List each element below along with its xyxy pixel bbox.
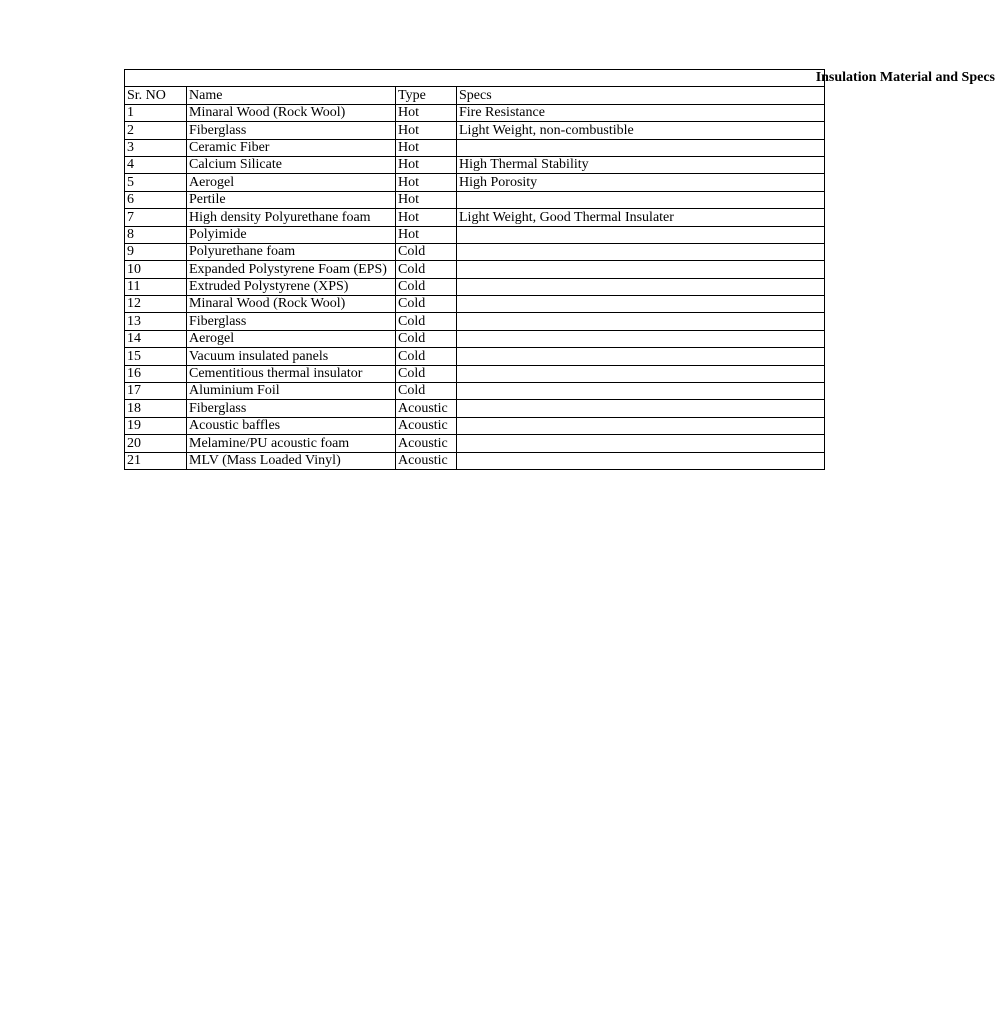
cell-type[interactable]: Hot: [396, 209, 457, 226]
cell-sr-no[interactable]: 8: [125, 226, 187, 243]
table-row: [125, 174, 825, 191]
cell-specs[interactable]: Light Weight, non-combustible: [457, 122, 825, 139]
table-row: [125, 348, 825, 365]
cell-specs[interactable]: [457, 348, 825, 365]
table-body: [125, 104, 825, 469]
cell-sr-no[interactable]: 6: [125, 191, 187, 208]
cell-type[interactable]: Cold: [396, 348, 457, 365]
cell-specs[interactable]: [457, 400, 825, 417]
cell-type[interactable]: Acoustic: [396, 452, 457, 469]
table-row: [125, 191, 825, 208]
cell-specs[interactable]: [457, 278, 825, 295]
insulation-table: [124, 69, 995, 470]
table-row: [125, 383, 825, 400]
cell-sr-no[interactable]: 14: [125, 330, 187, 347]
cell-name[interactable]: Pertile: [187, 191, 396, 208]
cell-name[interactable]: Melamine/PU acoustic foam: [187, 435, 396, 452]
cell-specs[interactable]: Light Weight, Good Thermal Insulater: [457, 209, 825, 226]
cell-type[interactable]: Cold: [396, 278, 457, 295]
table-row: [125, 313, 825, 330]
cell-sr-no[interactable]: 15: [125, 348, 187, 365]
cell-type[interactable]: Cold: [396, 261, 457, 278]
cell-type[interactable]: Hot: [396, 226, 457, 243]
cell-sr-no[interactable]: 17: [125, 383, 187, 400]
cell-type[interactable]: Cold: [396, 243, 457, 260]
cell-specs[interactable]: [457, 139, 825, 156]
cell-name[interactable]: Fiberglass: [187, 400, 396, 417]
cell-type[interactable]: Cold: [396, 383, 457, 400]
table-row: [125, 296, 825, 313]
table-row: [125, 365, 825, 382]
cell-specs[interactable]: [457, 261, 825, 278]
table-row: [125, 209, 825, 226]
cell-name[interactable]: Ceramic Fiber: [187, 139, 396, 156]
cell-sr-no[interactable]: 10: [125, 261, 187, 278]
table-row: [125, 330, 825, 347]
cell-sr-no[interactable]: 7: [125, 209, 187, 226]
cell-sr-no[interactable]: 12: [125, 296, 187, 313]
table-title-cell[interactable]: [125, 70, 995, 87]
cell-name[interactable]: Fiberglass: [187, 122, 396, 139]
cell-name[interactable]: Vacuum insulated panels: [187, 348, 396, 365]
table-row: [125, 452, 825, 469]
cell-sr-no[interactable]: 5: [125, 174, 187, 191]
cell-specs[interactable]: [457, 191, 825, 208]
spreadsheet-page: [124, 69, 995, 470]
cell-specs[interactable]: High Porosity: [457, 174, 825, 191]
cell-type[interactable]: Acoustic: [396, 417, 457, 434]
cell-name[interactable]: Acoustic baffles: [187, 417, 396, 434]
header-sr-no[interactable]: Sr. NO: [125, 87, 187, 104]
header-name[interactable]: Name: [187, 87, 396, 104]
table-row: [125, 122, 825, 139]
header-specs[interactable]: Specs: [457, 87, 825, 104]
cell-type[interactable]: Hot: [396, 122, 457, 139]
cell-name[interactable]: Aluminium Foil: [187, 383, 396, 400]
cell-specs[interactable]: [457, 417, 825, 434]
table-row: [125, 435, 825, 452]
cell-specs[interactable]: Fire Resistance: [457, 104, 825, 121]
cell-name[interactable]: Cementitious thermal insulator: [187, 365, 396, 382]
cell-name[interactable]: Minaral Wood (Rock Wool): [187, 296, 396, 313]
cell-sr-no[interactable]: 1: [125, 104, 187, 121]
cell-specs[interactable]: [457, 243, 825, 260]
cell-type[interactable]: Cold: [396, 296, 457, 313]
header-type[interactable]: Type: [396, 87, 457, 104]
cell-specs[interactable]: [457, 313, 825, 330]
cell-sr-no[interactable]: 13: [125, 313, 187, 330]
table-row: [125, 400, 825, 417]
table-row: [125, 261, 825, 278]
cell-type[interactable]: Acoustic: [396, 400, 457, 417]
cell-specs[interactable]: [457, 226, 825, 243]
cell-sr-no[interactable]: 9: [125, 243, 187, 260]
cell-type[interactable]: Hot: [396, 191, 457, 208]
cell-name[interactable]: Aerogel: [187, 174, 396, 191]
cell-specs[interactable]: [457, 296, 825, 313]
title-row: [125, 70, 825, 87]
cell-name[interactable]: Polyurethane foam: [187, 243, 396, 260]
cell-specs[interactable]: [457, 330, 825, 347]
header-row: [125, 87, 825, 104]
table-row: [125, 156, 825, 173]
cell-name[interactable]: Aerogel: [187, 330, 396, 347]
cell-type[interactable]: Acoustic: [396, 435, 457, 452]
cell-sr-no[interactable]: 16: [125, 365, 187, 382]
cell-name[interactable]: High density Polyurethane foam: [187, 209, 396, 226]
cell-name[interactable]: Extruded Polystyrene (XPS): [187, 278, 396, 295]
cell-type[interactable]: Cold: [396, 330, 457, 347]
table-row: [125, 104, 825, 121]
cell-sr-no[interactable]: 21: [125, 452, 187, 469]
cell-type[interactable]: Cold: [396, 313, 457, 330]
cell-type[interactable]: Hot: [396, 104, 457, 121]
table-row: [125, 139, 825, 156]
table-row: [125, 226, 825, 243]
cell-name[interactable]: Polyimide: [187, 226, 396, 243]
cell-sr-no[interactable]: 11: [125, 278, 187, 295]
table-row: [125, 278, 825, 295]
cell-name[interactable]: Fiberglass: [187, 313, 396, 330]
cell-type[interactable]: Hot: [396, 156, 457, 173]
cell-name[interactable]: Calcium Silicate: [187, 156, 396, 173]
cell-sr-no[interactable]: 4: [125, 156, 187, 173]
cell-sr-no[interactable]: 2: [125, 122, 187, 139]
cell-type[interactable]: Hot: [396, 174, 457, 191]
cell-specs[interactable]: [457, 452, 825, 469]
table-row: [125, 417, 825, 434]
cell-sr-no[interactable]: 18: [125, 400, 187, 417]
table-title: Insulation Material and Specs: [815, 70, 995, 86]
cell-name[interactable]: MLV (Mass Loaded Vinyl): [187, 452, 396, 469]
cell-sr-no[interactable]: 19: [125, 417, 187, 434]
cell-sr-no[interactable]: 20: [125, 435, 187, 452]
cell-specs[interactable]: [457, 383, 825, 400]
cell-specs[interactable]: [457, 435, 825, 452]
cell-specs[interactable]: High Thermal Stability: [457, 156, 825, 173]
table-row: [125, 243, 825, 260]
cell-type[interactable]: Hot: [396, 139, 457, 156]
cell-sr-no[interactable]: 3: [125, 139, 187, 156]
cell-specs[interactable]: [457, 365, 825, 382]
cell-type[interactable]: Cold: [396, 365, 457, 382]
cell-name[interactable]: Expanded Polystyrene Foam (EPS): [187, 261, 396, 278]
cell-name[interactable]: Minaral Wood (Rock Wool): [187, 104, 396, 121]
